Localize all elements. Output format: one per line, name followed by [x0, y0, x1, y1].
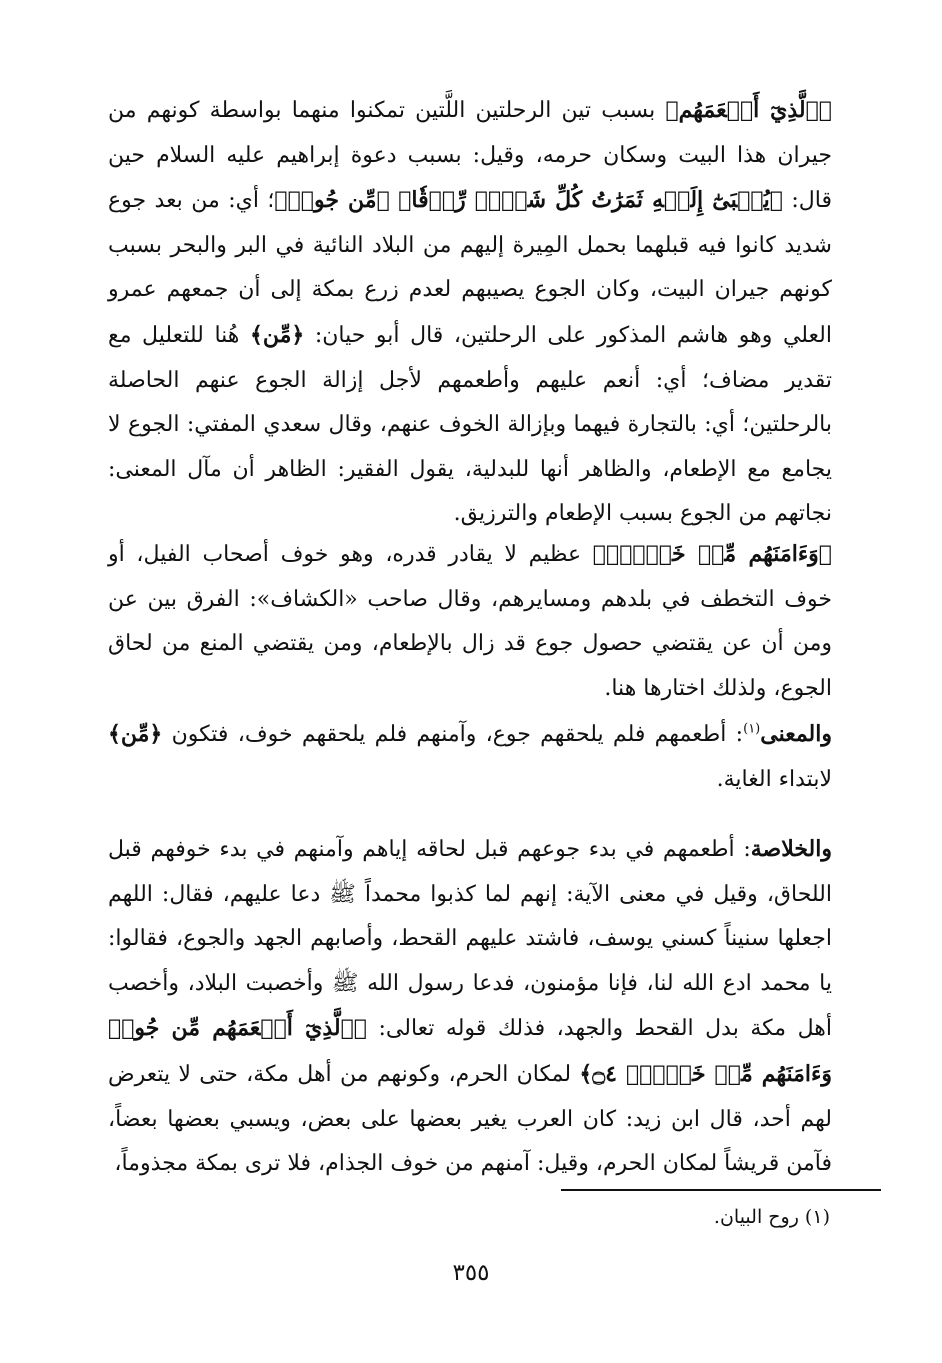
- body-text: لابتداء الغاية.: [716, 766, 832, 792]
- quran-quote: ﴿وَءَامَنَهُم مِّنۡ خَوۡفِۭ﴾: [592, 541, 833, 567]
- quran-quote: ﴿مِّن﴾: [108, 721, 163, 747]
- quran-quote: ﴿ٱلَّذِيٓ أَطۡعَمَهُم﴾: [665, 97, 832, 123]
- paragraph-1-text: [108, 88, 832, 537]
- paragraph-1: [108, 88, 832, 537]
- quran-quote: ﴿ٱلَّذِيٓ أَطۡعَمَهُم مِّن جُوعٖ وَءَامَنَهُم مِّنۡ خَوۡفِۭ ۝٤﴾: [108, 1015, 832, 1087]
- paragraph-3: [108, 712, 832, 802]
- body-text: عظيم لا يقادر قدره، وهو خوف أصحاب الفيل، أو خوف التخطف في بلدهم ومسايرهم، وقال صاحب «الكشاف»: الفرق بين عن ومن أن عن يقتضي حصول جوع قد زال بالإطعام، ومن يقتضي المنع من لحاق الجوع، ولذلك اختارها هنا.: [108, 542, 833, 701]
- quran-quote: ﴿مِّن﴾: [249, 321, 305, 348]
- page-number: ٣٥٥: [452, 1260, 490, 1286]
- paragraph-2-text: [108, 532, 832, 711]
- body-text: ؛ أي: من بعد جوع شديد كانوا فيه قبلهما بحمل المِيرة إليهم من البلاد النائية في البر والبحر بسبب كونهم جيران البيت، وكان الجوع يصيبهم لعدم زرع بمكة إلى أن جمعهم عمرو العلي وهو هاشم المذكور على الرحلتين، قال أبو حيان:: [108, 188, 832, 348]
- body-text: لمكان الحرم، وكونهم من أهل مكة، حتى لا يتعرض لهم أحد، قال ابن زيد: كان العرب يغير بعضها على بعض، ويسبي بعضها بعضاً، فآمن قريشاً لمكان الحرم، وقيل: آمنهم من خوف الجذام، فلا ترى بمكة مجذوماً،: [108, 1061, 832, 1177]
- quran-quote: ﴿مِّن جُوعٖ﴾: [274, 187, 390, 214]
- footnote-divider: [561, 1189, 881, 1191]
- paragraph-2: [108, 532, 832, 711]
- paragraph-3-text: [108, 712, 832, 802]
- paragraph-lead: والخلاصة: [750, 836, 832, 862]
- body-text: : أطعمهم في بدء جوعهم قبل لحاقه إياهم وآمنهم في بدء خوفهم قبل اللحاق، وقيل في معنى الآية: إنهم لما كذبوا محمداً ﷺ دعا عليهم، فقال: اللهم اجعلها سنيناً كسني يوسف، فاشتد عليهم القحط، وأصابهم الجهد والجوع، فقالوا: يا محمد ادع الله لنا، فإنا مؤمنون، فدعا رسول الله ﷺ وأخصبت البلاد، وأخصب أهل مكة بدل القحط والجهد، فذلك قوله تعالى:: [108, 837, 832, 1042]
- body-text: هُنا للتعليل مع تقدير مضاف؛ أي: أنعم عليهم وأطعمهم لأجل إزالة الجوع عنهم الحاصلة بالرحلتين؛ أي: بالتجارة فيهما وبإزالة الخوف عنهم، وقال سعدي المفتي: الجوع لا يجامع مع الإطعام، والظاهر أنها للبدلية، يقول الفقير: الظاهر أن مآل المعنى: نجاتهم من الجوع بسبب الإطعام والترزيق.: [108, 322, 832, 527]
- body-text: [390, 188, 398, 213]
- body-text: بسبب تين الرحلتين اللَّتين تمكنوا منهما بواسطة كونهم من جيران هذا البيت وسكان حرمه، وقيل: بسبب دعوة إبراهيم عليه السلام حين قال:: [108, 98, 832, 214]
- body-text: : أطعمهم فلم يلحقهم جوع، وآمنهم فلم يلحقهم خوف، فتكون: [162, 722, 744, 747]
- paragraph-4: [108, 827, 832, 1187]
- footnote: (١) روح البيان.: [713, 1206, 830, 1228]
- paragraph-4-text: [108, 827, 832, 1187]
- quran-quote: ﴿يُجۡبَىٰٓ إِلَيۡهِ ثَمَرَٰتُ كُلِّ شَيۡءٖ رِّزۡقٗا﴾: [398, 187, 783, 214]
- footnote-marker: (١): [743, 721, 761, 737]
- paragraph-lead: والمعنى: [760, 721, 832, 747]
